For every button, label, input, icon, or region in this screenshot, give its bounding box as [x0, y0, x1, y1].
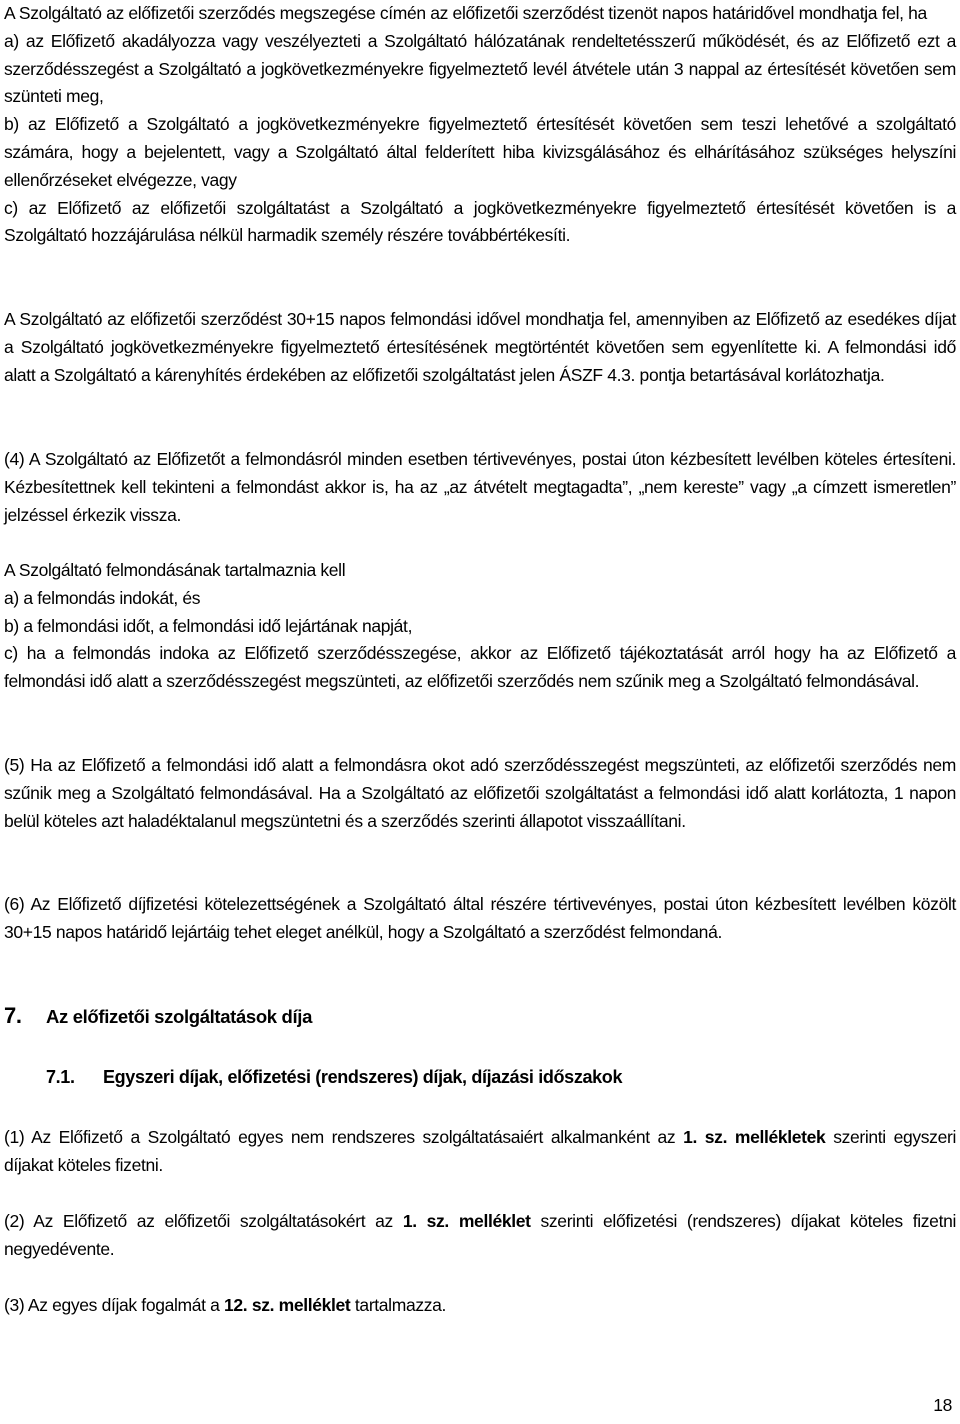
paragraph-5 [4, 752, 956, 835]
content-b: b) a felmondási időt, a felmondási idő lejártának napját, [4, 615, 413, 636]
section-number: 7. [4, 1003, 22, 1028]
subsection-number: 7.1. [46, 1067, 75, 1087]
termination-conditions-section [4, 0, 956, 250]
termination-content-section [4, 557, 956, 696]
condition-a: a) az Előfizető akadályozza vagy veszélyezteti a Szolgáltató hálózatának rendeltetésszerű működését, és az Előfizető ezt a szerződésszegést a Szolgáltató a jogkövetkezményekre figyelmeztető levél átvétele után 3 nappal az értesítését követően sem szünteti meg, [4, 30, 956, 107]
condition-b: b) az Előfizető a Szolgáltató a jogkövetkezményekre figyelmeztető értesítését követően sem teszi lehetővé a szolgáltató számára, hogy a bejelentett, vagy a Szolgáltató által felderített hiba kivizsgálásához és elhárításához szükséges helyszíni ellenőrzéseket elvégezze, vagy [4, 114, 956, 190]
subsection-title: Egyszeri díjak, előfizetési (rendszeres) díjak, díjazási időszakok [103, 1067, 623, 1087]
paragraph-6 [4, 891, 956, 947]
notice-period-text: A Szolgáltató az előfizetői szerződést 30+15 napos felmondási idővel mondhatja fel, amennyiben az Előfizető az esedékes díjat a Szolgáltató jogkövetkezményekre figyelmeztető értesítésének megtörténtét követően sem egyenlítette ki. A felmondási idő alatt a Szolgáltató a kárenyhítés érdekében az előfizetői szolgáltatást jelen ÁSZF 4.3. pontja betartásával korlátozhatja. [4, 309, 956, 385]
condition-c: c) az Előfizető az előfizetői szolgáltatást a Szolgáltató a jogkövetkezményekre figyelmeztető értesítését követően is a Szolgáltató hozzájárulása nélkül harmadik személy részére továbbértékesíti. [4, 197, 956, 246]
section-heading-7 [4, 1002, 312, 1032]
fee-p3-text-end: tartalmazza. [350, 1295, 447, 1315]
fee-paragraph-2 [4, 1208, 956, 1264]
content-a: a) a felmondás indokát, és [4, 587, 201, 608]
notice-period-paragraph [4, 306, 956, 389]
section-title: Az előfizetői szolgáltatások díja [46, 1006, 313, 1027]
content-c: c) ha a felmondás indoka az Előfizető szerződésszegése, akkor az Előfizető tájékoztatását arról hogy ha az Előfizető a felmondási idő alatt a szerződésszegést megszünteti, az előfizetői szerződés nem szűnik meg a Szolgáltató felmondásával. [4, 643, 956, 692]
fee-p1-text-end: szerinti egyszeri díjakat köteles fizetni. [4, 1127, 956, 1175]
fee-p2-text-end: szerinti előfizetési (rendszeres) díjakat köteles fizetni negyedévente. [4, 1211, 956, 1259]
paragraph-6-text: (6) Az Előfizető díjfizetési kötelezettségének a Szolgáltató által részére tértivevényes, postai úton kézbesített levélben közölt 30+15 napos határidő lejártáig tehet eleget anélkül, hogy a Szolgáltató a szerződést felmondaná. [4, 894, 956, 942]
termination-intro: A Szolgáltató az előfizetői szerződés megszegése címén az előfizetői szerződést tizenöt napos határidővel mondhatja fel, ha [4, 3, 927, 23]
fee-p2-text: (2) Az Előfizető az előfizetői szolgáltatásokért az [4, 1211, 403, 1231]
fee-p1-bold: 1. sz. mellékletek [683, 1127, 826, 1147]
fee-paragraph-1 [4, 1124, 956, 1180]
content-intro: A Szolgáltató felmondásának tartalmaznia kell [4, 560, 346, 580]
fee-p1-text: (1) Az Előfizető a Szolgáltató egyes nem rendszeres szolgáltatásaiért alkalmanként az [4, 1127, 684, 1147]
fee-p2-bold: 1. sz. melléklet [402, 1211, 531, 1231]
paragraph-4-text: (4) A Szolgáltató az Előfizetőt a felmondásról minden esetben tértivevényes, postai úton kézbesített levélben köteles értesíteni. Kézbesítettnek kell tekinteni a felmondást akkor is, ha az „az átvételt megtagadta”, „nem kereste” vagy „a címzett ismeretlen” jelzéssel érkezik vissza. [4, 449, 956, 525]
subsection-heading-7-1 [46, 1064, 622, 1092]
fee-p3-text: (3) Az egyes díjak fogalmát a [4, 1295, 225, 1315]
paragraph-5-text: (5) Ha az Előfizető a felmondási idő alatt a felmondásra okot adó szerződésszegést megszünteti, az előfizetői szerződés nem szűnik meg a Szolgáltató felmondásával. Ha a Szolgáltató az előfizetői szolgáltatást a felmondási idő alatt korlátozta, 1 napon belül köteles azt haladéktalanul megszüntetni és a szerződés szerinti állapotot visszaállítani. [4, 755, 956, 831]
page-number: 18 [933, 1395, 952, 1415]
fee-p3-bold: 12. sz. melléklet [224, 1295, 351, 1315]
paragraph-4 [4, 446, 956, 529]
fee-paragraph-3 [4, 1292, 956, 1320]
